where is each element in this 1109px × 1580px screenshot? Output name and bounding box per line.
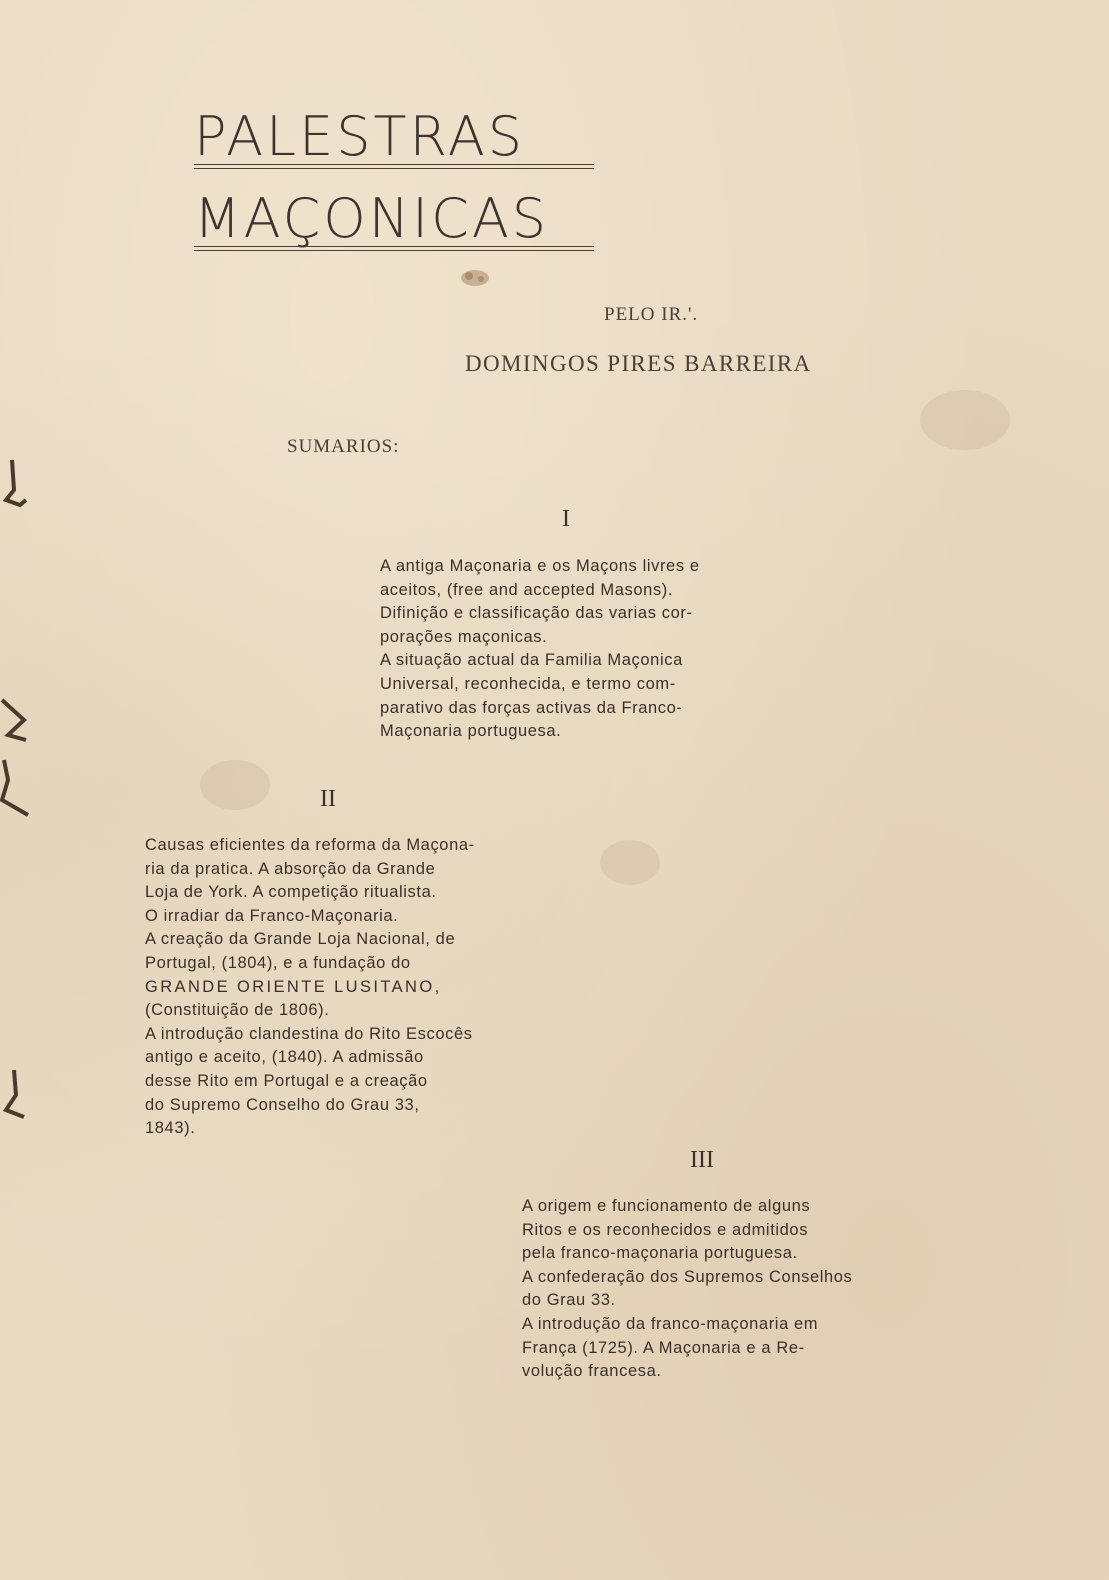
- entry-line: pela franco-maçonaria portuguesa.: [522, 1244, 798, 1263]
- entry-line: volução francesa.: [522, 1362, 662, 1381]
- section-2-entries: [145, 834, 525, 1141]
- entry-line: antigo e aceito, (1840). A admissão: [145, 1048, 424, 1067]
- entry-line: A introdução clandestina do Rito Escocês: [145, 1024, 473, 1043]
- summary-entry: [380, 649, 760, 743]
- entry-line: do Grau 33.: [522, 1291, 616, 1310]
- entry-line: Portugal, (1804), e a fundação do: [145, 953, 411, 972]
- section-numeral: III: [690, 1147, 714, 1173]
- entry-line: Maçonaria portuguesa.: [380, 722, 562, 741]
- summary-entry: [145, 1023, 525, 1141]
- entry-line: A origem e funcionamento de alguns: [522, 1197, 811, 1215]
- entry-line: (Constituição de 1806).: [145, 1001, 330, 1020]
- title-line-2: MAÇONICAS: [194, 187, 550, 250]
- entry-line: Loja de York. A competição ritualista.: [145, 883, 437, 902]
- entry-line: ria da pratica. A absorção da Grande: [145, 859, 436, 878]
- summary-entry: [145, 834, 525, 928]
- entry-line: porações maçonicas.: [380, 627, 548, 646]
- entry-line: A introdução da franco-maçonaria em: [522, 1314, 819, 1333]
- author-name: DOMINGOS PIRES BARREIRA: [465, 351, 812, 376]
- section-numeral: II: [320, 786, 336, 812]
- author-prefix: PELO IR.'.: [604, 304, 699, 325]
- paper-stain: [200, 760, 270, 810]
- entry-line: Causas eficientes da reforma da Maçona-: [145, 836, 475, 854]
- summary-entry: [522, 1195, 900, 1266]
- entry-line: A situação actual da Familia Maçonica: [380, 651, 683, 670]
- entry-line: parativo das forças activas da Franco-: [380, 698, 683, 717]
- section-1-entries: [380, 555, 760, 744]
- entry-line: aceitos, (free and accepted Masons).: [380, 580, 674, 599]
- binding-thread-mark: [0, 690, 30, 830]
- entry-line: França (1725). A Maçonaria e a Re-: [522, 1338, 805, 1357]
- binding-thread-mark: [0, 455, 30, 525]
- summary-label: SUMARIOS:: [287, 436, 400, 457]
- ornament-icon: [455, 265, 495, 291]
- entry-line: Universal, reconhecida, e termo com-: [380, 674, 676, 693]
- title-double-rule: [194, 164, 594, 169]
- paper-stain: [920, 390, 1010, 450]
- summary-entry: [380, 555, 760, 649]
- entry-line: Difinição e classificação das varias cor-: [380, 604, 693, 623]
- section-3-entries: [522, 1195, 900, 1384]
- entry-line: A antiga Maçonaria e os Maçons livres e: [380, 557, 700, 575]
- entry-line: GRANDE ORIENTE LUSITANO,: [145, 977, 442, 996]
- title-double-rule: [194, 246, 594, 251]
- entry-line: A confederação dos Supremos Conselhos: [522, 1267, 853, 1286]
- summary-entry: [522, 1313, 900, 1384]
- entry-line: A creação da Grande Loja Nacional, de: [145, 930, 456, 949]
- entry-line: 1843).: [145, 1119, 196, 1138]
- summary-entry: [522, 1266, 900, 1313]
- section-numeral: I: [562, 506, 570, 532]
- summary-entry: [145, 928, 525, 1022]
- entry-line: desse Rito em Portugal e a creação: [145, 1071, 428, 1090]
- entry-line: O irradiar da Franco-Maçonaria.: [145, 906, 399, 925]
- entry-line: Ritos e os reconhecidos e admitidos: [522, 1220, 809, 1239]
- paper-stain: [600, 840, 660, 885]
- entry-line: do Supremo Conselho do Grau 33,: [145, 1095, 420, 1114]
- title-line-1: PALESTRAS: [194, 105, 526, 168]
- binding-thread-mark: [0, 1065, 30, 1135]
